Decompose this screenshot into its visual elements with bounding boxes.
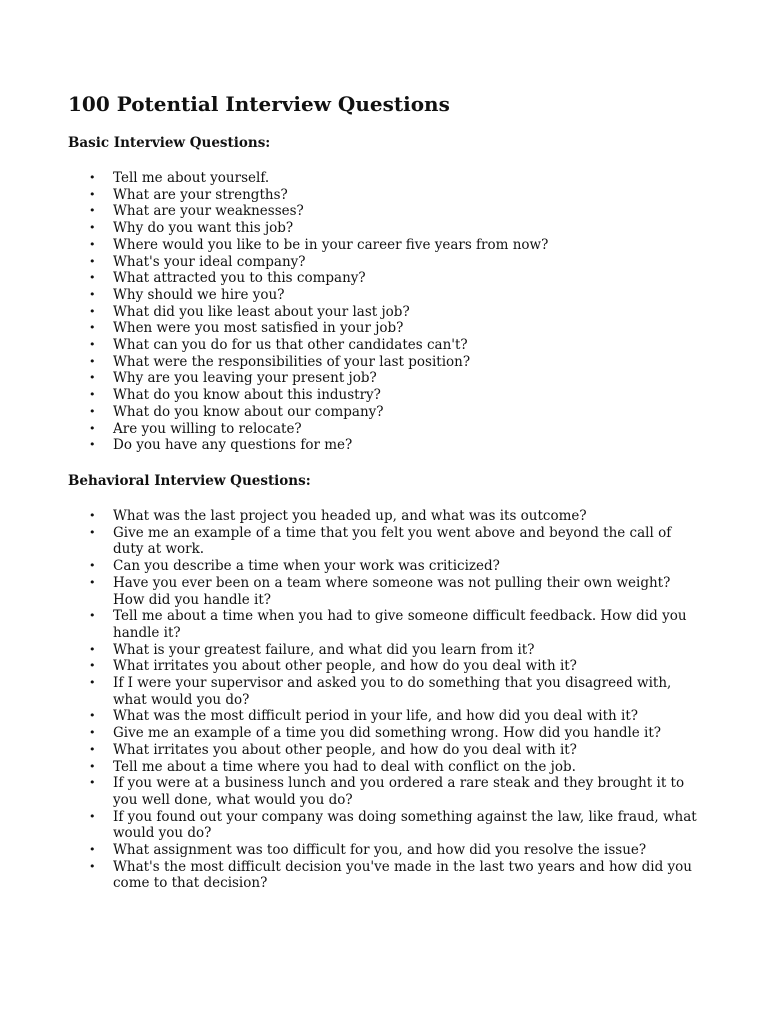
question-item: • Where would you like to be in your career five years from now? [0,237,698,254]
question-item: • If you found out your company was doing something against the law, like fraud, what would you do? [0,809,698,842]
question-item: • What attracted you to this company? [0,270,698,287]
question-item: • What's your ideal company? [0,254,698,271]
question-item: • What was the last project you headed up, and what was its outcome? [0,508,698,525]
question-item: • Tell me about a time where you had to deal with conflict on the job. [0,759,698,776]
question-item: • What are your weaknesses? [0,203,698,220]
behavioral-questions-list [0,508,768,892]
question-item: • What's the most difficult decision you've made in the last two years and how did you come to that decision? [0,859,698,892]
question-item: • Tell me about yourself. [0,170,698,187]
question-item: • Give me an example of a time you did something wrong. How did you handle it? [0,725,698,742]
question-item: • What irritates you about other people, and how do you deal with it? [0,658,698,675]
question-item: • What was the most difficult period in your life, and how did you deal with it? [0,708,698,725]
question-item: • What is your greatest failure, and what did you learn from it? [0,642,698,659]
section-heading-basic: Basic Interview Questions: [68,135,271,151]
question-item: • What assignment was too difficult for you, and how did you resolve the issue? [0,842,698,859]
question-item: • What were the responsibilities of your last position? [0,354,698,371]
question-item: • Why do you want this job? [0,220,698,237]
question-item: • If I were your supervisor and asked you to do something that you disagreed with, what would you do? [0,675,698,708]
question-item: • Why should we hire you? [0,287,698,304]
question-item: • Give me an example of a time that you felt you went above and beyond the call of duty at work. [0,525,698,558]
question-item: • What did you like least about your last job? [0,304,698,321]
basic-questions-list [0,170,768,454]
question-item: • What irritates you about other people, and how do you deal with it? [0,742,698,759]
question-item: • Why are you leaving your present job? [0,370,698,387]
question-item: • What do you know about this industry? [0,387,698,404]
question-item: • Can you describe a time when your work was criticized? [0,558,698,575]
question-item: • If you were at a business lunch and you ordered a rare steak and they brought it to you well done, what would you do? [0,775,698,808]
question-item: • What are your strengths? [0,187,698,204]
question-item: • What can you do for us that other candidates can't? [0,337,698,354]
question-item: • Are you willing to relocate? [0,421,698,438]
question-item: • Do you have any questions for me? [0,437,698,454]
question-item: • What do you know about our company? [0,404,698,421]
question-item: • Have you ever been on a team where someone was not pulling their own weight? How did you handle it? [0,575,698,608]
question-item: • When were you most satisfied in your job? [0,320,698,337]
question-item: • Tell me about a time when you had to give someone difficult feedback. How did you handle it? [0,608,698,641]
page-title: 100 Potential Interview Questions [68,92,450,116]
section-heading-behavioral: Behavioral Interview Questions: [68,473,311,489]
